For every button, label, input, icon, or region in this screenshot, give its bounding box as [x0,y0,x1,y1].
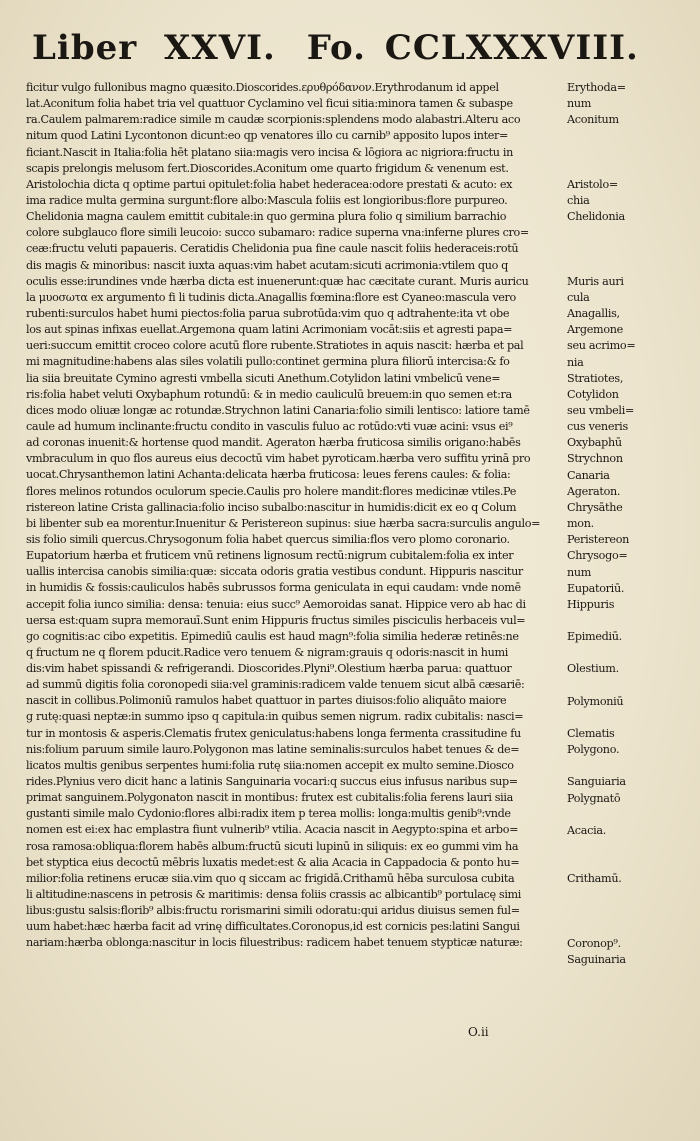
text-line: nascit in collibus.Polimoniū ramulos habet quattuor in partes diuisos:folio aliquāto maiore [26,694,507,708]
margin-note: seu acrimo= [567,339,636,353]
margin-note: Crithamū. [567,872,622,886]
margin-note: Aristolo= [567,177,618,191]
page-header [32,28,672,80]
text-line: mi magnitudine:habens alas siles volatili pullo:continet germina plura filiorū intercisa:& fo [26,355,510,369]
text-line: lia siia breuitate Cymino agresti vmbella sicuti Anethum.Cotylidon latini vmbelicū vene= [26,371,501,385]
signature-mark: O.ii [468,1025,489,1039]
text-line: primat sanguinem.Polygonaton nascit in montibus: frutex est cubitalis:folia ferens lauri siia [26,791,513,805]
text-line: ris:folia habet veluti Oxybaphum rotundū: & in medio cauliculū breuem:in quo semen et:ra [26,387,512,401]
text-line: uocat.Chrysanthemon latini Achanta:delicata hærba fruticosa: leues ferens caules: & folia: [26,468,511,482]
text-line: go cognitis:ac cibo expetitis. Epimediū caulis est haud magn⁹:folia similia hederæ retinēs:ne [26,629,519,643]
margin-note: mon. [567,517,594,531]
margin-note: Polygono. [567,743,620,757]
margin-note: Ageraton. [567,484,621,498]
text-line: lat.Aconitum folia habet tria vel quattuor Cyclamino vel ficui sitia:minora tamen & subaspe [26,97,513,111]
margin-note: chia [567,194,590,208]
text-line: ficiant.Nascit in Italia:folia hēt platano siia:magis vero incisa & lōgiora ac nigriora:fructu in [26,145,513,159]
margin-note: Clematis [567,727,615,740]
margin-note: nia [567,355,584,369]
text-line: nitum quod Latini Lycontonon dicunt:eo qp venatores illo cu carnib⁹ apposito lupos inter= [26,129,509,143]
text-line: ad summū digitis folia coronopedi siia:vel graminis:radicem valde tenuem sicut albā cæsariē: [26,678,525,692]
text-line: tur in montosis & asperis.Clematis frutex geniculatus:habens longa fermenta crassitudine fu [26,726,521,740]
text-line: ceæ:fructu veluti papaueris. Ceratidis Chelidonia pua fine caule nascit foliis hederaceis:rotū [26,242,519,256]
text-line: Aristolochia dicta q optime partui opitulet:folia habet hederacea:odore prestati & acuto: ex [26,177,513,191]
text-line: uersa est:quam supra memorauī.Sunt enim Hippuris fructus similes pisciculis herbaceis vul= [26,613,526,627]
text-line: ristereon latine Crista gallinacia:folio inciso subalbo:nascitur in humidis:dicit ex eo q Colum [26,500,517,514]
margin-note: Eupatoriū. [567,581,625,595]
header-folio-label: Fo. [306,28,366,68]
text-line: Eupatorium hærba et fruticem vnū retinens lignosum rectū:nigrum cubitalem:folia ex inter [26,549,514,563]
header-folio-number: CCLXXXVIII. [384,28,639,68]
margin-note: Erythoda= [567,81,626,94]
margin-note: Aconitum [567,113,619,127]
margin-note: Argemone [567,323,623,337]
margin-note: Acacia. [567,823,606,837]
main-text-column [26,80,564,952]
margin-note: num [567,565,592,579]
text-line: dices modo oliuæ longæ ac rotundæ.Strychnon latini Canaria:folio simili lentisco: latiore tamē [26,403,530,417]
text-line: ueri:succum emittit croceo colore acutū flore rubente.Stratiotes in aquis nascit: hærba et pal [26,339,524,353]
text-line: rosa ramosa:obliqua:florem habēs album:fructū sicuti lupinū in siliquis: ex eo gummi vim ha [26,839,519,853]
text-line: li altitudine:nascens in petrosis & maritimis: densa foliis crassis ac albicantib⁹ portulacę simi [26,888,522,902]
text-line: bi libenter sub ea morentur.Inuenitur & Peristereon supinus: siue hærba sacra:surculis angulo= [26,516,541,530]
text-line: libus:gustu salsis:florib⁹ albis:fructu rorismarini simili odoratu:qui aridus diuisus semen ful= [26,904,520,918]
margin-note: Polygnatō [567,791,621,805]
text-line: rubenti:surculos habet humi piectos:folia parua subrotūda:vim quo q adtrahente:ita vt obe [26,306,510,320]
text-line: colore subglauco flore simili leucoio: succo subamaro: radice superna vna:inferne plures cro= [26,226,529,240]
text-line: oculis esse:irundines vnde hærba dicta est inuenerunt:quæ hac cæcitate curant. Muris auricu [26,274,529,288]
margin-note: Peristereon [567,533,630,547]
text-line: ima radice multa germina surgunt:flore albo:Mascula foliis est longioribus:flore purpureo. [26,193,508,207]
text-line: uallis intercisa canobis similia:quæ: siccata odoris gratia vestibus condunt. Hippuris nascitur [26,565,523,579]
text-line: rides.Plynius vero dicit hanc a latinis Sanguinaria vocari:q succus eius infusus naribus sup= [26,775,518,789]
margin-note: Polymoniū [567,694,624,708]
margin-note: Olestium. [567,662,619,676]
margin-note: Cotylidon [567,387,619,401]
text-line: milior:folia retinens erucæ siia.vim quo q siccam ac frigidā.Crithamū hēba surculosa cubita [26,871,515,885]
text-line: in humidis & fossis:cauliculos habēs subrussos forma geniculata in equi caudam: vnde nomē [26,581,521,595]
text-line: Chelidonia magna caulem emittit cubitale:in quo germina plura folio q similium barrachio [26,210,507,224]
margin-note: Hippuris [567,597,615,611]
text-line: ficitur vulgo fullonibus magno quæsito.Dioscorides.ερυθρόδανον.Erythrodanum id appel [26,81,499,94]
margin-notes-column [567,80,677,1080]
text-line: licatos multis genibus serpentes humi:folia rutę siia:nomen accepit ex multo semine.Diosco [26,758,514,772]
text-line: nomen est ei:ex hac emplastra fiunt vulnerib⁹ vtilia. Acacia nascit in Aegypto:spina et arbo= [26,823,519,837]
text-line: ra.Caulem palmarem:radice simile m caudæ scorpionis:splendens modo alabastri.Alteru aco [26,113,521,127]
margin-note: Sanguiaria [567,775,626,789]
margin-note: Muris auri [567,274,624,288]
margin-note: Chrysogo= [567,549,628,563]
margin-note: Strychnon [567,452,623,466]
text-line: gustanti simile malo Cydonio:flores albi:radix item p terea mollis: longa:multis genib⁹:vnde [26,807,511,821]
text-line: dis:vim habet spissandi & refrigerandi. Dioscorides.Plyni⁹.Olestium hærba parua: quattuor [26,662,512,676]
text-line: bet styptica eius decoctū mēbris luxatis medet:est & alia Acacia in Cappadocia & ponto hu= [26,855,520,869]
margin-note: Coronop⁹. [567,936,621,950]
margin-note: Saguinaria [567,953,626,967]
text-line: flores melinos rotundos oculorum specie.Caulis pro holere mandit:flores medicinæ vtiles.Pe [26,484,516,498]
text-line: los aut spinas infixas euellat.Argemona quam latini Acrimoniam vocāt:siis et agresti papa= [26,323,513,337]
margin-note: seu vmbeli= [567,404,635,417]
text-line: sis folio simili quercus.Chrysogonum folia habet quercus similia:flos vero plomo coronario. [26,532,510,546]
text-line: g rutę:quasi neptæ:in summo ipso q capitula:in quibus semen nigrum. radix cubitalis: nasci= [26,710,524,724]
margin-note: Chelidonia [567,210,625,224]
margin-note: Anagallis, [567,307,620,321]
margin-note: cula [567,290,590,304]
text-line: nis:folium paruum simile lauro.Polygonon mas latine seminalis:surculos habet tenues & de= [26,742,520,756]
margin-note: Chrysāthe [567,500,623,514]
text-line: ad coronas inuenit:& hortense quod mandit. Ageraton hærba fruticosa similis origano:habēs [26,436,521,450]
text-line: accepit folia iunco similia: densa: tenuia: eius succ⁹ Aemoroidas sanat. Hippice vero ab hac di [26,597,526,611]
margin-note: cus veneris [567,420,628,434]
margin-note: Epimediū. [567,630,622,644]
header-book-number: XXVI. [163,28,276,68]
text-line: caule ad humum inclinante:fructu condito in vasculis fuluo ac rotūdo:vti vuæ acini: vsus ei⁹ [26,419,513,433]
text-line: nariam:hærba oblonga:nascitur in locis filuestribus: radicem habet tenuem stypticæ naturæ: [26,936,523,950]
header-liber: Liber [32,28,138,68]
text-line: uum habet:hæc hærba facit ad vrinę difficultates.Coronopus,id est cornicis pes:latini Sangui [26,920,520,934]
text-line: scapis prelongis melusom fert.Dioscorides.Aconitum ome quarto frigidum & venenum est. [26,161,509,175]
margin-note: Canaria [567,468,610,482]
text-line: vmbraculum in quo flos aureus eius decoctū vim habet pyroticam.hærba vero suffitu yrinā pro [26,452,531,466]
text-line: dis magis & minoribus: nascit iuxta aquas:vim habet acutam:sicuti acrimonia:vtilem quo q [26,258,508,272]
text-line: la μυοσωτα ex argumento fi li tudinis dicta.Anagallis fœmina:flore est Cyaneo:mascula vero [26,290,516,304]
margin-note: num [567,97,592,111]
margin-note: Stratiotes, [567,371,624,385]
text-line: q fructum ne q florem pducit.Radice vero tenuem & nigram:grauis q odoris:nascit in humi [26,645,508,659]
margin-note: Oxybaphū [567,436,622,450]
